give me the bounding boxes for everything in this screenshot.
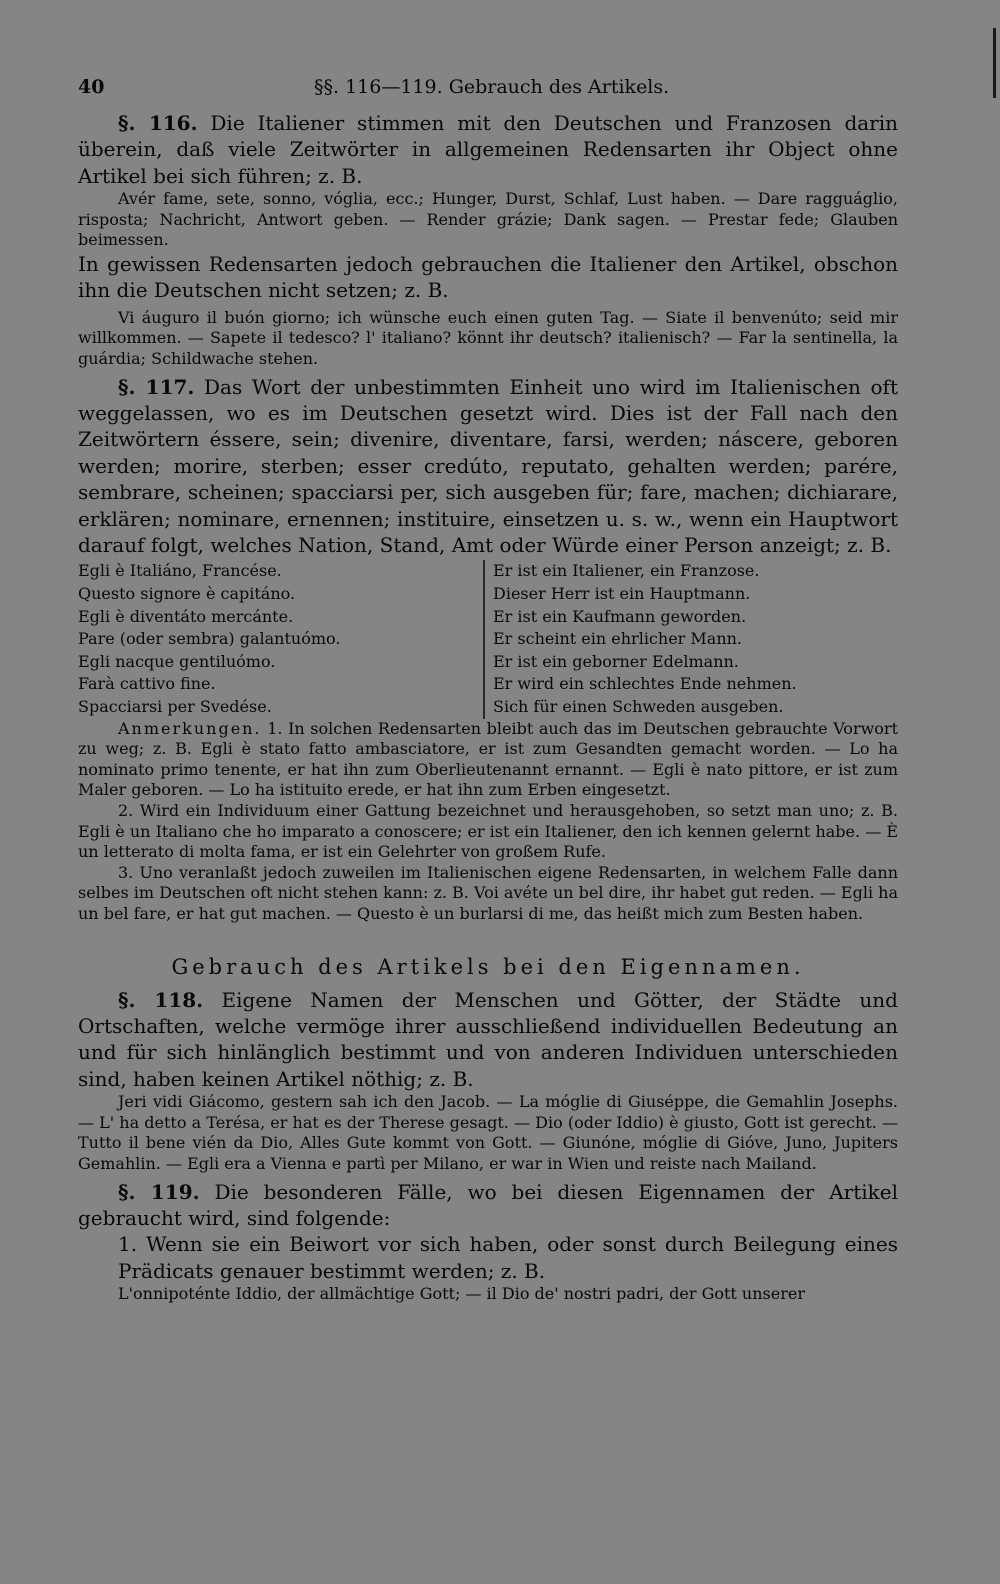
examples-116-b: Vi áuguro il buón giorno; ich wünsche euch einen guten Tag. — Siate il benvenúto; seid mir willkommen. — Sapete il tedesco? l' italiano? könnt ihr deutsch? italienisch? — Far la sentinella, la guárdia; Schildwache stehen.	[78, 307, 898, 368]
table-row-it: Questo signore è capitáno.	[78, 584, 296, 604]
list-item-1: 1. Wenn sie ein Beiwort vor sich haben, oder sonst durch Beilegung eines Prädicats genauer bestimmt werden; z. B.	[118, 1232, 898, 1283]
table-row-de: Dieser Herr ist ein Hauptmann.	[483, 583, 898, 606]
table-row-de: Er ist ein geborner Edelmann.	[483, 651, 898, 674]
table-row-de: Er wird ein schlechtes Ende nehmen.	[483, 673, 898, 696]
examples-118: Jeri vidi Giácomo, gestern sah ich den Jacob. — La móglie di Giuséppe, die Gemahlin Josephs. — L' ha detto a Terésa, er hat es der Therese gesagt. — Dio (oder Iddio) è giusto, Gott ist gerecht. — Tutto il bene vién da Dio, Alles Gute kommt von Gott. — Giunóne, móglie di Gióve, Juno, Jupiters Gemahlin. — Egli era a Vienna e partì per Milano, er war in Wien und reiste nach Mailand.	[78, 1092, 898, 1173]
paragraph-117	[78, 374, 898, 559]
page-number: 40	[78, 76, 105, 98]
section-heading: Gebrauch des Artikels bei den Eigennamen.	[171, 954, 805, 979]
paragraph-118	[78, 987, 898, 1093]
table-row-it: Spacciarsi per Svedése.	[78, 697, 272, 716]
examples-116: Avér fame, sete, sonno, vóglia, ecc.; Hunger, Durst, Schlaf, Lust haben. — Dare ragguáglio, risposta; Nachricht, Antwort geben. — Render grázie; Dank sagen. — Prestar fede; Glauben beimessen.	[78, 189, 898, 250]
note-2: 2. Wird ein Individuum einer Gattung bezeichnet und herausgehoben, so setzt man uno; z. B. Egli è un Italiano che ho imparato a conoscere; er ist ein Italiener, den ich kennen gelernt habe. — È un letterato di molta fama, er ist ein Gelehrter von großem Rufe.	[78, 800, 898, 862]
page-edge-line	[993, 28, 996, 98]
paragraph-116-text: Die Italiener stimmen mit den Deutschen und Franzosen darin überein, daß viele Zeitwörter in allgemeinen Redensarten ihr Object ohne Artikel bei sich führen; z. B.	[78, 111, 899, 188]
section-number-118: §. 118.	[118, 987, 204, 1012]
page-header	[78, 76, 898, 110]
running-head: §§. 116—119. Gebrauch des Artikels.	[314, 76, 670, 98]
book-page	[78, 76, 898, 1305]
note-3: 3. Uno veranlaßt jedoch zuweilen im Italienischen eigene Redensarten, in welchem Falle dann selbes im Deutschen oft nicht stehen kann: z. B. Voi avéte un bel dire, ihr habet gut reden. — Egli ha un bel fare, er hat gut machen. — Questo è un burlarsi di me, das heißt mich zum Besten haben.	[78, 862, 898, 923]
note-1	[78, 719, 898, 801]
paragraph-119	[78, 1179, 898, 1232]
table-row-de: Sich für einen Schweden ausgeben.	[483, 696, 898, 719]
section-number-119: §. 119.	[118, 1179, 200, 1204]
section-number-116: §. 116.	[118, 111, 198, 135]
section-number-117: §. 117.	[118, 374, 195, 399]
table-row-it: Pare (oder sembra) galantuómo.	[78, 629, 341, 649]
paragraph-118-text: Eigene Namen der Menschen und Götter, der Städte und Ortschaften, welche vermöge ihrer ausschließend individuellen Bedeutung an und für sich hinlänglich bestimmt und von anderen Individuen unterschieden sind, haben keinen Artikel nöthig; z. B.	[78, 987, 898, 1091]
table-row-it: Egli è diventáto mercánte.	[78, 606, 294, 626]
table-row-it: Farà cattivo fine.	[78, 674, 216, 694]
notes-label: Anmerkungen.	[118, 718, 262, 738]
paragraph-117-text: Das Wort der unbestimmten Einheit uno wird im Italienischen oft weggelassen, wo es im Deutschen gesetzt wird. Dies ist der Fall nach den Zeitwörtern éssere, sein; divenire, diventare, farsi, werden; náscere, geboren werden; morire, sterben; esser credúto, reputato, gehalten werden; parére, sembrare, scheinen; spacciarsi per, sich ausgeben für; fare, machen; dichiarare, erklären; nominare, ernennen; instituire, einsetzen u. s. w., wenn ein Hauptwort darauf folgt, welches Nation, Stand, Amt oder Würde einer Person anzeigt; z. B.	[78, 374, 898, 558]
note-1-text: 1. In solchen Redensarten bleibt auch das im Deutschen gebrauchte Vorwort zu weg; z. B. Egli è stato fatto ambasciatore, er ist zum Gesandten gemacht worden. — Lo ha nominato primo tenente, er hat ihn zum Oberlieutenannt ernannt. — Egli è nato pittore, er ist zum Maler geboren. — Lo ha istituito erede, er hat ihn zum Erben eingesetzt.	[78, 718, 898, 800]
examples-119: L'onnipoténte Iddio, der allmächtige Gott; — il Dio de' nostri padri, der Gott unserer	[118, 1284, 805, 1304]
table-row-de: Er scheint ein ehrlicher Mann.	[483, 628, 898, 651]
paragraph-116	[78, 110, 898, 189]
table-row-it: Egli nacque gentiluómo.	[78, 651, 276, 671]
table-row-it: Egli è Italiáno, Francése.	[78, 561, 282, 581]
paragraph-119-text: Die besonderen Fälle, wo bei diesen Eigennamen der Artikel gebraucht wird, sind folgende:	[78, 1179, 899, 1230]
table-row-de: Er ist ein Italiener, ein Franzose.	[483, 560, 898, 583]
paragraph-116-b: In gewissen Redensarten jedoch gebrauchen die Italiener den Artikel, obschon ihn die Deutschen nicht setzen; z. B.	[78, 252, 898, 303]
translation-table	[78, 560, 898, 718]
table-row-de: Er ist ein Kaufmann geworden.	[483, 606, 898, 629]
